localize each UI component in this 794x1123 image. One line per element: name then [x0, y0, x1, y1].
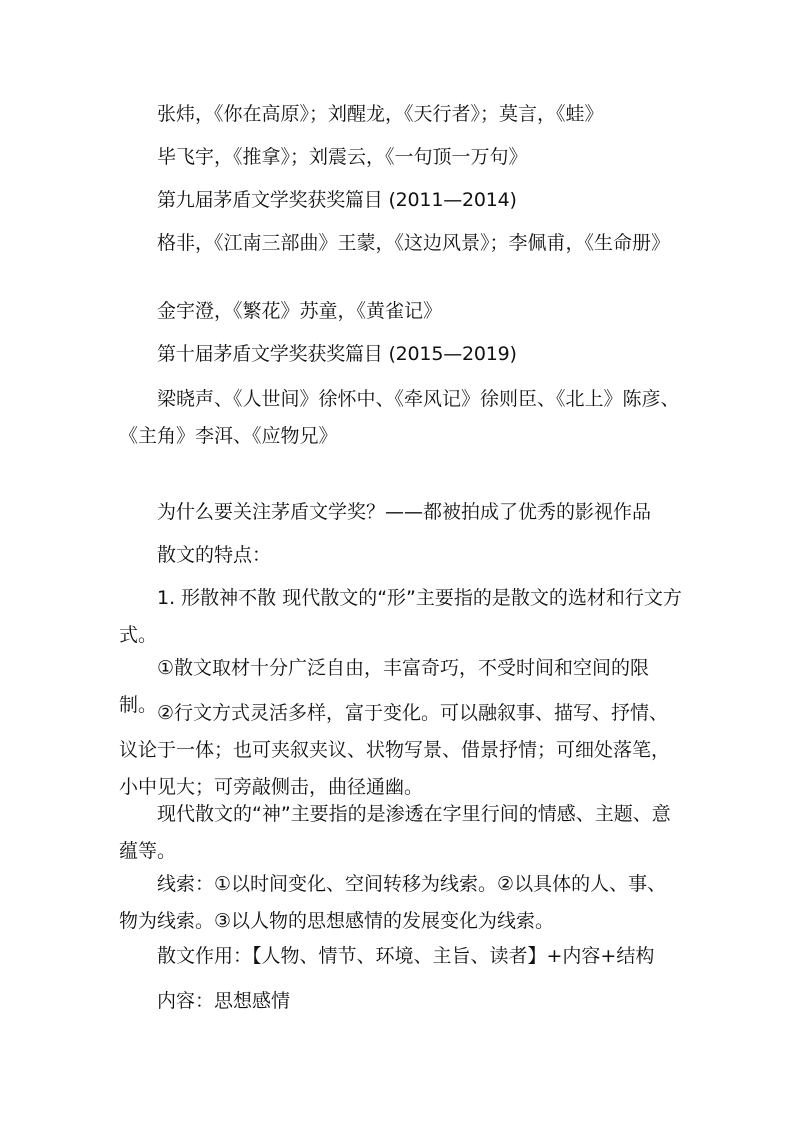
paragraph-text: 格非，《江南三部曲》王蒙，《这边风景》；李佩甫，《生命册》 — [157, 232, 671, 254]
text-paragraph — [119, 695, 684, 806]
paragraph-text: 梁晓声、《人世间》徐怀中、《牵风记》徐则臣、《北上》陈彦、《主角》李洱、《应物兄》 — [119, 388, 680, 447]
heading-text: 第九届茅盾文学奖获奖篇目 (2011—2014) — [157, 189, 517, 211]
text-paragraph — [119, 537, 684, 574]
paragraph-text: 散文的特点： — [157, 544, 272, 566]
paragraph-text: ②行文方式灵活多样，富于变化。可以融叙事、描写、抒情、议论于一体；也可夹叙夹议、状物写景、借景抒情；可细处落笔，小中见大；可旁敲侧击，曲径通幽。 — [119, 702, 671, 798]
text-paragraph — [119, 381, 684, 455]
text-paragraph — [119, 938, 684, 975]
text-paragraph — [119, 796, 684, 870]
text-paragraph — [119, 580, 684, 654]
text-paragraph — [119, 96, 684, 133]
paragraph-text: 现代散文的“神”主要指的是渗透在字里行间的情感、主题、意蕴等。 — [119, 803, 671, 862]
paragraph-text: 线索：①以时间变化、空间转移为线索。②以具体的人、事、物为线索。③以人物的思想感情的发展变化为线索。 — [119, 873, 667, 932]
paragraph-text: 金宇澄，《繁花》苏童，《黄雀记》 — [157, 300, 443, 322]
text-paragraph — [119, 983, 684, 1020]
text-paragraph — [119, 866, 684, 940]
paragraph-text: 张炜，《你在高原》；刘醒龙，《天行者》；莫言，《蛙》 — [157, 103, 604, 125]
text-paragraph — [119, 494, 684, 531]
section-heading — [119, 336, 684, 373]
paragraph-text: 毕飞宇，《推拿》；刘震云，《一句顶一万句》 — [157, 146, 528, 168]
heading-text: 第十届茅盾文学奖获奖篇目 (2015—2019) — [157, 343, 517, 365]
paragraph-text: ①散文取材十分广泛自由，丰富奇巧，不受时间和空间的限制。 — [119, 657, 650, 716]
paragraph-text: 1. 形散神不散 现代散文的“形”主要指的是散文的选材和行文方式。 — [119, 587, 682, 646]
text-paragraph — [119, 225, 684, 262]
paragraph-text: 内容：思想感情 — [157, 990, 291, 1012]
section-heading — [119, 182, 684, 219]
paragraph-text: 散文作用：【人物、情节、环境、主旨、读者】+内容+结构 — [157, 945, 655, 967]
text-paragraph — [119, 293, 684, 330]
text-paragraph — [119, 139, 684, 176]
paragraph-text: 为什么要关注茅盾文学奖？——都被拍成了优秀的影视作品 — [157, 501, 652, 523]
